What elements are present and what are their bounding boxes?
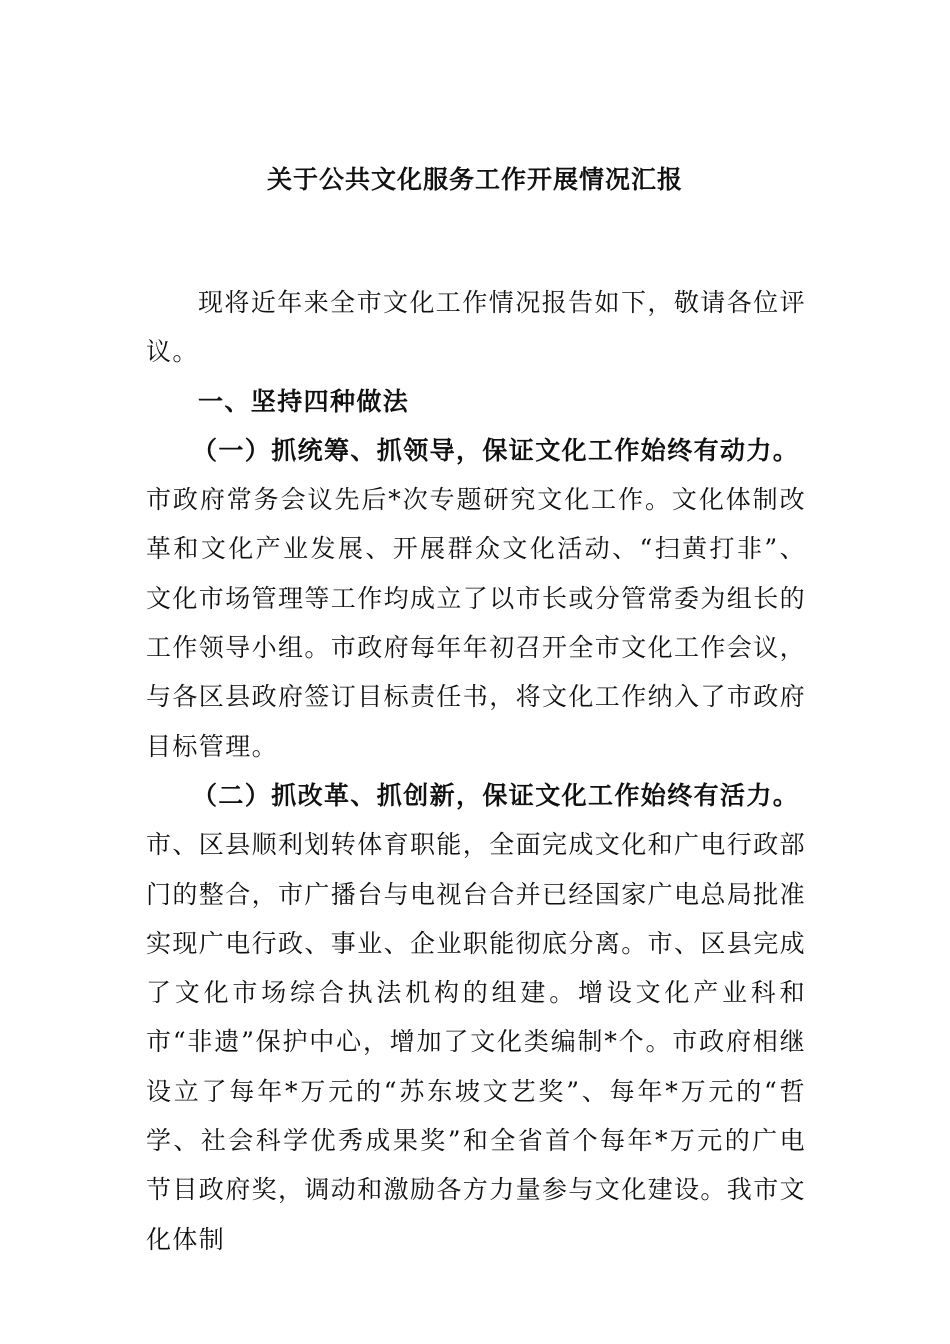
subsection-body-1: 市政府常务会议先后*次专题研究文化工作。文化体制改革和文化产业发展、开展群众文化活动、“扫黄打非”、文化市场管理等工作均成立了以市长或分管常委为组长的工作领导小组。市政府每年年初召开全市文化工作会议，与各区县政府签订目标责任书，将文化工作纳入了市政府目标管理。 [146, 485, 807, 761]
document-title: 关于公共文化服务工作开展情况汇报 [266, 165, 683, 194]
document-body [146, 278, 806, 1264]
subsection-heading-2: （二）抓改革、抓创新，保证文化工作始终有活力。 [192, 780, 800, 810]
subsection-heading-1: （一）抓统筹、抓领导，保证文化工作始终有动力。 [192, 435, 800, 465]
subsection-body-2: 市、区县顺利划转体育职能，全面完成文化和广电行政部门的整合，市广播台与电视台合并已经国家广电总局批准实现广电行政、事业、企业职能彻底分离。市、区县完成了文化市场综合执法机构的组建。增设文化产业科和市“非遗”保护中心，增加了文化类编制*个。市政府相继设立了每年*万元的“苏东坡文艺奖”、每年*万元的“哲学、社会科学优秀成果奖”和全省首个每年*万元的广电节目政府奖，调动和激励各方力量参与文化建设。我市文化体制 [146, 830, 807, 1254]
section-heading-1: 一、坚持四种做法 [198, 386, 410, 416]
intro-paragraph: 现将近年来全市文化工作情况报告如下，敬请各位评议。 [146, 288, 806, 367]
